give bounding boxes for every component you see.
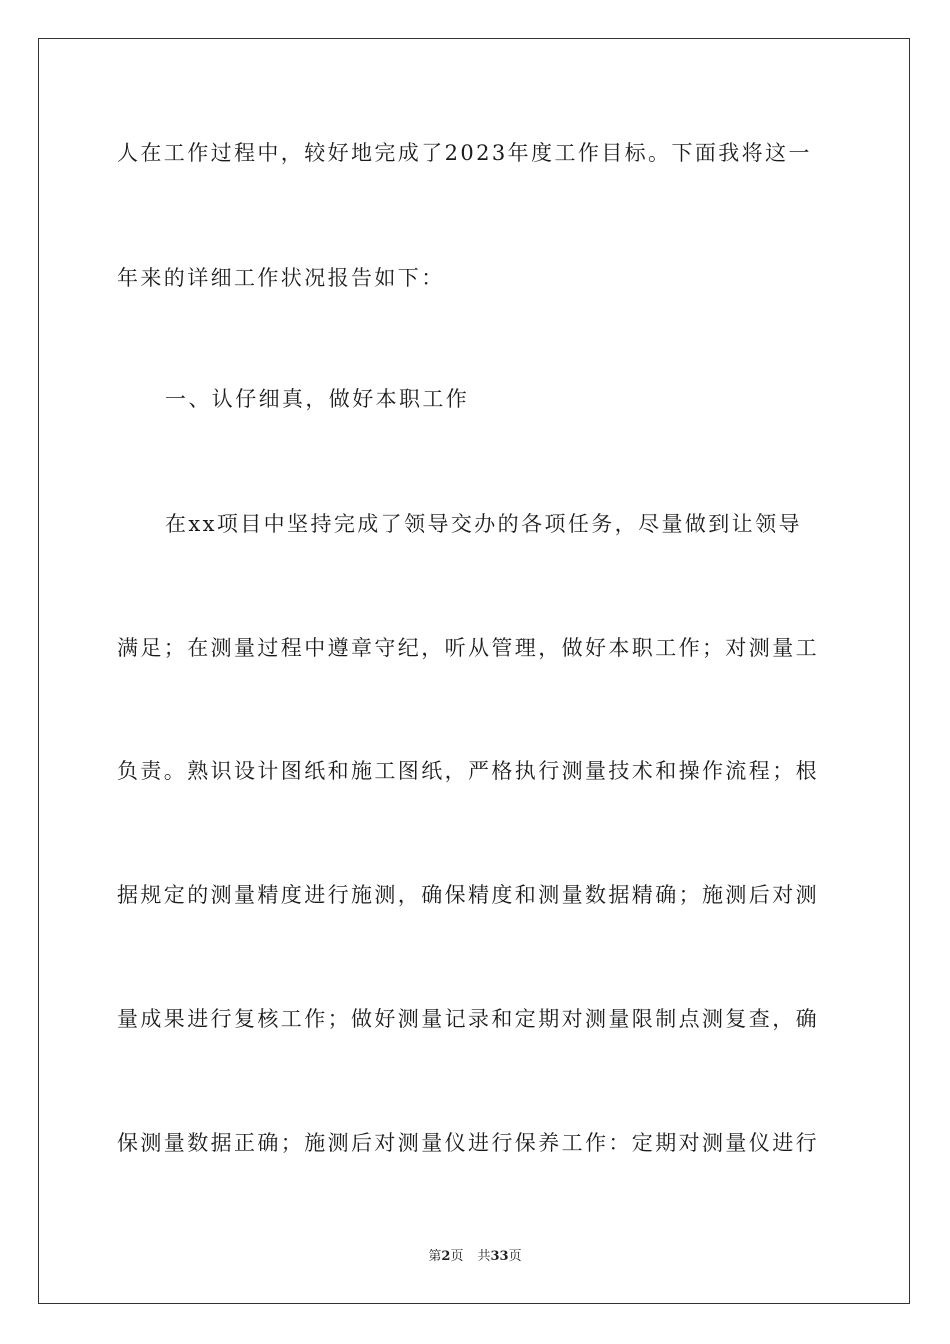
paragraph-line: 在xx项目中坚持完成了领导交办的各项任务，尽量做到让领导 <box>165 512 802 536</box>
paragraph-line: 保测量数据正确；施测后对测量仪进行保养工作：定期对测量仪进行 <box>117 1131 819 1155</box>
page-border <box>38 38 910 1304</box>
paragraph-line: 负责。熟识设计图纸和施工图纸，严格执行测量技术和操作流程；根 <box>117 759 819 783</box>
section-heading: 一、认仔细真，做好本职工作 <box>165 387 470 411</box>
total-suffix: 页 <box>508 1249 522 1264</box>
page-footer <box>0 1248 950 1266</box>
paragraph-line: 量成果进行复核工作；做好测量记录和定期对测量限制点测复查，确 <box>117 1007 819 1031</box>
page-prefix: 第 <box>428 1249 442 1264</box>
paragraph-line: 满足；在测量过程中遵章守纪，听从管理，做好本职工作；对测量工 <box>117 636 819 660</box>
paragraph-line: 人在工作过程中，较好地完成了2023年度工作目标。下面我将这一 <box>117 141 812 165</box>
page-number: 2 <box>441 1249 451 1264</box>
paragraph-line: 年来的详细工作状况报告如下： <box>117 266 445 290</box>
total-pages: 33 <box>490 1249 509 1264</box>
total-prefix: 共 <box>477 1249 491 1264</box>
paragraph-line: 据规定的测量精度进行施测，确保精度和测量数据精确；施测后对测 <box>117 883 819 907</box>
page-suffix: 页 <box>450 1249 464 1264</box>
